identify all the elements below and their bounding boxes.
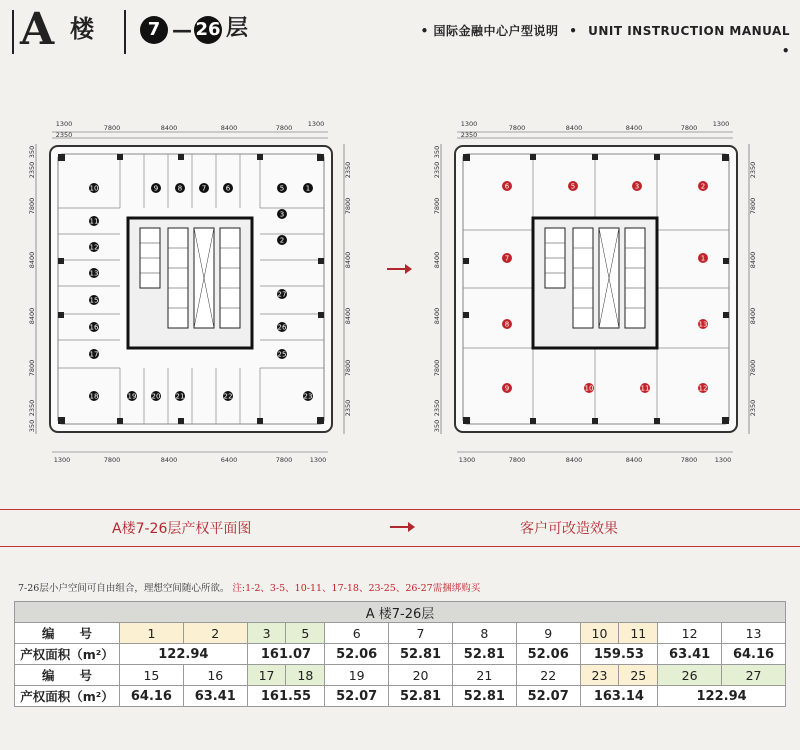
unit-number: 7: [201, 184, 207, 193]
dim-label: 2350: [749, 161, 757, 179]
area-cell: 52.81: [452, 644, 516, 665]
dim-label: 7800: [275, 124, 293, 132]
dim-label: 8400: [565, 456, 583, 464]
area-cell: 163.14: [580, 686, 658, 707]
unit-number: 6: [504, 182, 510, 191]
floor-to-badge: 26: [194, 16, 222, 44]
unit-number: 10: [584, 384, 594, 393]
unit-number: 5: [570, 182, 576, 191]
unit-number-cell: 27: [722, 665, 786, 686]
unit-number: 11: [89, 217, 99, 226]
unit-number-cell: 9: [516, 623, 580, 644]
dim-label: 7800: [103, 456, 121, 464]
caption-original-plan: A楼7-26层产权平面图: [112, 521, 252, 537]
unit-number: 20: [151, 392, 161, 401]
table-row: [15, 665, 786, 686]
dim-label: 7800: [680, 456, 698, 464]
unit-number: 21: [175, 392, 185, 401]
unit-number: 3: [634, 182, 640, 191]
dim-label: 2350: [344, 161, 352, 179]
unit-number: 22: [223, 392, 233, 401]
unit-number: 1: [305, 184, 311, 193]
dim-label: 7800: [433, 197, 441, 215]
unit-number: 8: [504, 320, 510, 329]
dim-label: 7800: [749, 197, 757, 215]
unit-number: 2: [700, 182, 706, 191]
area-cell: 52.81: [389, 644, 453, 665]
unit-number: 6: [225, 184, 231, 193]
dim-label: 8400: [344, 251, 352, 269]
bullet: •: [781, 44, 790, 58]
note-text: 7-26层小户空间可自由组合，理想空间随心所欲。: [18, 583, 230, 594]
dim-label: 8400: [220, 124, 238, 132]
dim-label: 7800: [275, 456, 293, 464]
unit-number-cell: 11: [619, 623, 658, 644]
dim-label: 8400: [160, 456, 178, 464]
dim-label: 350: [433, 419, 441, 433]
dim-label: 6400: [220, 456, 238, 464]
header-right-title: [410, 21, 790, 58]
dim-label: 7800: [508, 124, 526, 132]
arrow-right-icon: [388, 520, 416, 534]
unit-area-table: [14, 601, 786, 707]
area-cell: 122.94: [658, 686, 786, 707]
unit-number-cell: 1: [120, 623, 184, 644]
area-cell: 52.06: [325, 644, 389, 665]
building-char: 楼: [70, 15, 94, 43]
unit-number: 17: [89, 350, 99, 359]
unit-number: 13: [89, 269, 99, 278]
dim-label: 2350: [28, 161, 36, 179]
row-label-area: 产权面积（m²）: [15, 644, 120, 665]
unit-number-cell: 12: [658, 623, 722, 644]
area-cell: 161.55: [247, 686, 325, 707]
dim-label: 7800: [433, 359, 441, 377]
bullet: •: [420, 24, 429, 38]
unit-number: 15: [89, 296, 99, 305]
dim-label: 8400: [433, 251, 441, 269]
unit-number: 12: [698, 384, 708, 393]
dim-label: 8400: [749, 307, 757, 325]
row-label-number: 编 号: [15, 665, 120, 686]
area-cell: 64.16: [722, 644, 786, 665]
unit-number: 1: [700, 254, 706, 263]
floor-char: 层: [226, 16, 249, 41]
dim-label: 2350: [460, 131, 478, 139]
unit-number: 9: [153, 184, 159, 193]
unit-number: 25: [277, 350, 287, 359]
floor-dash: —: [172, 18, 192, 42]
dim-label: 8400: [28, 307, 36, 325]
dim-label: 2350: [433, 161, 441, 179]
dim-label: 8400: [160, 124, 178, 132]
area-cell: 52.81: [389, 686, 453, 707]
area-cell: 64.16: [120, 686, 184, 707]
unit-number-cell: 6: [325, 623, 389, 644]
unit-number-cell: 17: [247, 665, 286, 686]
table-title: A 楼7-26层: [15, 602, 786, 623]
unit-number-cell: 13: [722, 623, 786, 644]
area-cell: 52.07: [325, 686, 389, 707]
dim-label: 7800: [28, 197, 36, 215]
unit-number-cell: 15: [120, 665, 184, 686]
header-title-en: UNIT INSTRUCTION MANUAL: [588, 24, 790, 38]
unit-number: 3: [279, 210, 285, 219]
unit-number-cell: 10: [580, 623, 619, 644]
caption-modified-plan: 客户可改造效果: [520, 521, 618, 537]
unit-number-cell: 7: [389, 623, 453, 644]
unit-number: 16: [89, 323, 99, 332]
dim-label: 1300: [307, 120, 325, 128]
floor-plan-modified: [433, 118, 773, 470]
dim-label: 7800: [508, 456, 526, 464]
unit-number: 9: [504, 384, 510, 393]
unit-number: 7: [504, 254, 510, 263]
row-label-number: 编 号: [15, 623, 120, 644]
area-cell: 63.41: [183, 686, 247, 707]
unit-number: 18: [89, 392, 99, 401]
unit-number: 5: [279, 184, 285, 193]
unit-number-cell: 3: [247, 623, 286, 644]
unit-number-cell: 16: [183, 665, 247, 686]
unit-number-cell: 25: [619, 665, 658, 686]
dim-label: 7800: [344, 359, 352, 377]
area-cell: 52.81: [452, 686, 516, 707]
unit-number: 12: [89, 243, 99, 252]
dim-label: 2350: [344, 399, 352, 417]
dim-label: 7800: [103, 124, 121, 132]
dim-label: 1300: [53, 456, 71, 464]
header-divider: [12, 10, 14, 54]
unit-number-cell: 2: [183, 623, 247, 644]
unit-number-cell: 18: [286, 665, 325, 686]
dim-label: 2350: [749, 399, 757, 417]
dim-label: 8400: [433, 307, 441, 325]
unit-number-cell: 19: [325, 665, 389, 686]
unit-number-cell: 20: [389, 665, 453, 686]
unit-number: 11: [640, 384, 650, 393]
plan-captions: [0, 509, 800, 547]
unit-number-cell: 8: [452, 623, 516, 644]
area-cell: 52.06: [516, 644, 580, 665]
unit-number: 23: [303, 392, 313, 401]
area-cell: 161.07: [247, 644, 325, 665]
dim-label: 7800: [680, 124, 698, 132]
dim-label: 7800: [28, 359, 36, 377]
unit-number-cell: 21: [452, 665, 516, 686]
note-bundle-requirement: 注:1-2、3-5、10-11、17-18、23-25、26-27需捆绑购买: [232, 583, 481, 594]
dim-label: 8400: [28, 251, 36, 269]
page-header: [0, 0, 800, 62]
dim-label: 2350: [55, 131, 73, 139]
header-title-cn: 国际金融中心户型说明: [433, 24, 559, 38]
dim-label: 1300: [714, 456, 732, 464]
dim-label: 1300: [458, 456, 476, 464]
dim-label: 8400: [625, 124, 643, 132]
building-letter: A: [20, 4, 55, 55]
unit-number-cell: 26: [658, 665, 722, 686]
dim-label: 8400: [565, 124, 583, 132]
combination-note: [18, 580, 480, 594]
dim-label: 350: [28, 419, 36, 433]
row-label-area: 产权面积（m²）: [15, 686, 120, 707]
unit-number: 27: [277, 290, 287, 299]
unit-number-cell: 5: [286, 623, 325, 644]
dim-label: 350: [28, 145, 36, 159]
bullet: •: [569, 24, 578, 38]
dim-label: 2350: [28, 399, 36, 417]
dim-label: 1300: [55, 120, 73, 128]
unit-number: 26: [277, 323, 287, 332]
dim-label: 350: [433, 145, 441, 159]
dim-label: 2350: [433, 399, 441, 417]
dim-label: 8400: [625, 456, 643, 464]
area-cell: 159.53: [580, 644, 658, 665]
unit-number: 10: [89, 184, 99, 193]
dim-label: 8400: [749, 251, 757, 269]
unit-number-cell: 23: [580, 665, 619, 686]
unit-number: 2: [279, 236, 285, 245]
area-cell: 63.41: [658, 644, 722, 665]
unit-number-cell: 22: [516, 665, 580, 686]
floor-plan-original: [28, 118, 368, 470]
dim-label: 1300: [712, 120, 730, 128]
table-row: [15, 686, 786, 707]
unit-number: 19: [127, 392, 137, 401]
dim-label: 7800: [344, 197, 352, 215]
table-row: [15, 623, 786, 644]
unit-number: 8: [177, 184, 183, 193]
area-cell: 122.94: [120, 644, 248, 665]
area-cell: 52.07: [516, 686, 580, 707]
table-row: [15, 644, 786, 665]
arrow-right-icon: [385, 262, 413, 276]
dim-label: 8400: [344, 307, 352, 325]
floor-from-badge: 7: [140, 16, 168, 44]
dim-label: 1300: [460, 120, 478, 128]
dim-label: 1300: [309, 456, 327, 464]
header-divider: [124, 10, 126, 54]
dim-label: 7800: [749, 359, 757, 377]
unit-number: 13: [698, 320, 708, 329]
